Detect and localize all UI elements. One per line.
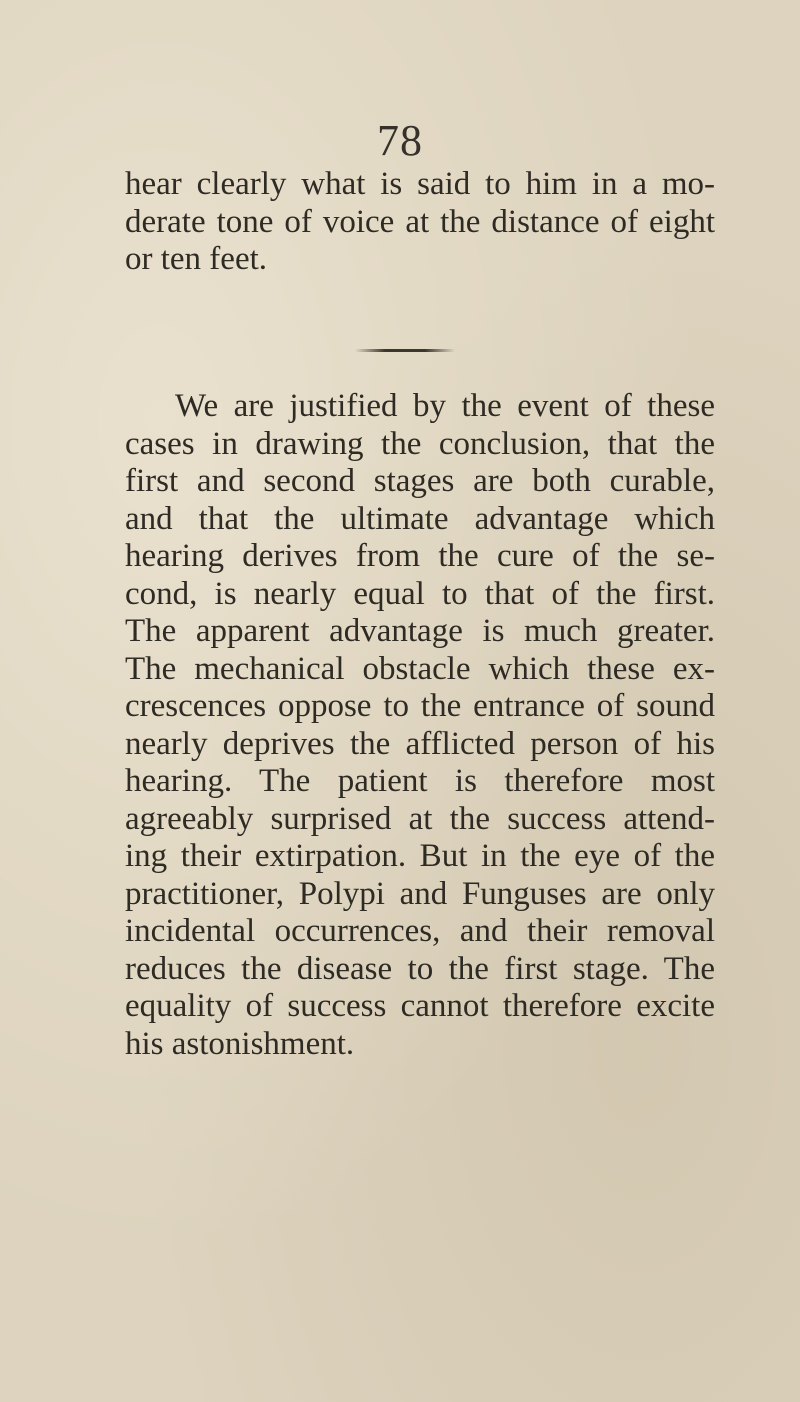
text-line: The apparent advantage is much greater.: [125, 613, 715, 649]
text-line: cond, is nearly equal to that of the first.: [125, 575, 715, 612]
text-line: equality of success cannot therefore excite: [125, 988, 715, 1024]
text-line: practitioner, Polypi and Funguses are only: [125, 875, 715, 912]
text-line: cases in drawing the conclusion, that the: [125, 425, 715, 462]
text-line: reduces the disease to the first stage. The: [125, 950, 715, 987]
section-divider: [355, 349, 455, 352]
text-line: We are justified by the event of these: [175, 388, 715, 424]
text-line: agreeably surprised at the success attend-: [125, 800, 715, 837]
text-line: incidental occurrences, and their removal: [125, 913, 715, 949]
paragraph-1: [125, 166, 715, 279]
text-line: his astonishment.: [125, 1025, 355, 1062]
page-number: 78: [377, 116, 423, 165]
text-line: or ten feet.: [125, 241, 268, 277]
text-line: nearly deprives the afflicted person of his: [125, 725, 715, 762]
text-line: hear clearly what is said to him in a mo-: [125, 166, 715, 202]
text-line: The mechanical obstacle which these ex-: [125, 650, 715, 687]
text-line: hearing. The patient is therefore most: [125, 763, 715, 799]
text-line: first and second stages are both curable,: [125, 463, 715, 499]
text-line: derate tone of voice at the distance of eight: [125, 203, 715, 240]
text-line: ing their extirpation. But in the eye of the: [125, 838, 715, 874]
paragraph-2: [125, 388, 715, 1063]
text-line: hearing derives from the cure of the se-: [125, 538, 715, 574]
text-line: crescences oppose to the entrance of sound: [125, 688, 715, 724]
text-line: and that the ultimate advantage which: [125, 500, 715, 537]
